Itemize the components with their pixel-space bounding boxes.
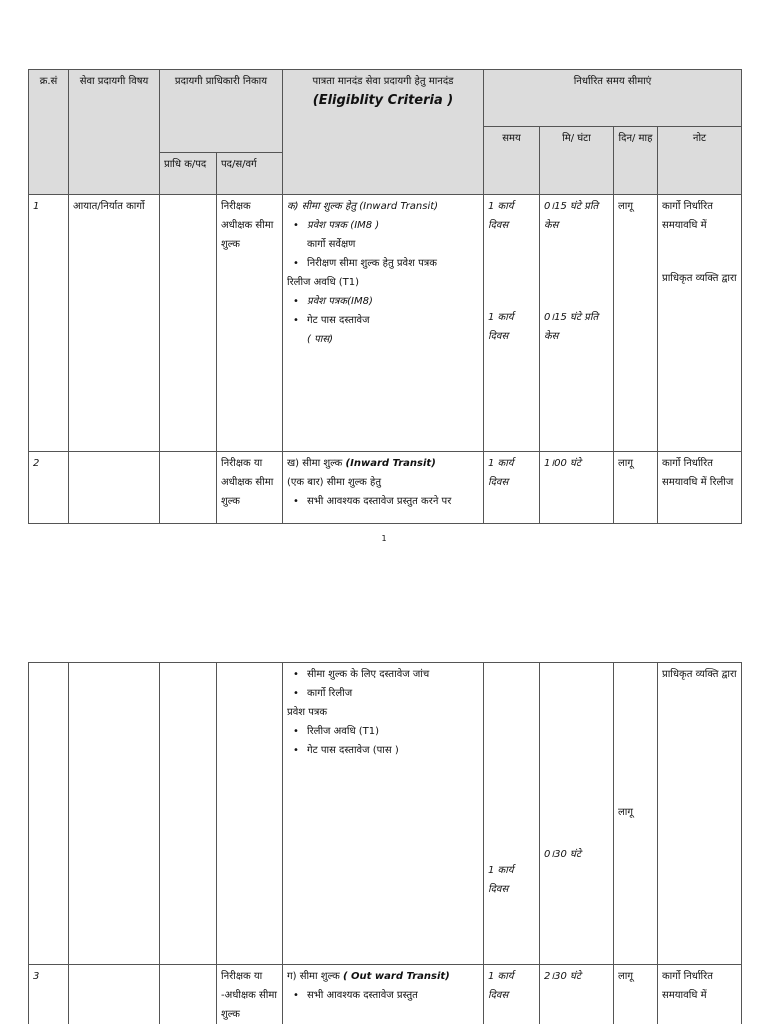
row-time: 1 कार्य दिवस [484,965,540,1024]
criteria-english: (Inward Transit) [345,458,436,469]
row-post: निरीक्षक या अधीक्षक सीमा शुल्क [217,452,283,524]
hours-value: 0।15 घंटे प्रति केस [544,312,599,342]
criteria-line: कार्गो सर्वेक्षण [307,239,356,250]
header-hours: मि/ घंटा [540,127,614,195]
row-days: लागू [614,965,658,1024]
row-post [217,663,283,965]
row-time [484,663,540,965]
criteria-bullet: • प्रवेश पत्रक(IM8) [289,292,479,311]
row-sno: 1 [29,195,69,452]
header-days: दिन/ माह [614,127,658,195]
row-hours: 1।00 घंटे [540,452,614,524]
page-number: 1 [381,534,387,543]
row-time: 1 कार्य दिवस [484,452,540,524]
row-days: लागू [614,452,658,524]
hours-value: 0।30 घंटे [544,849,582,860]
note-text: कार्गो निर्धारित समयावधि में [662,201,713,231]
row-note: कार्गो निर्धारित समयावधि में रिलीज [658,452,742,524]
spacer [618,665,653,803]
row-sno [29,663,69,965]
header-note: नोट [658,127,742,195]
criteria-bullet: • गेट पास दस्तावेज [289,311,479,330]
hours-value: 0।15 घंटे प्रति केस [544,201,599,231]
criteria-bullet: • सभी आवश्यक दस्तावेज प्रस्तुत [289,986,479,1005]
row-authority [160,663,217,965]
header-criteria-english: (Eligiblity Criteria ) [312,93,454,108]
row-hours [540,663,614,965]
time-value: 1 कार्य दिवस [488,865,514,895]
row-sno: 3 [29,965,69,1024]
row-authority [160,965,217,1024]
row-criteria [283,965,484,1024]
row-days: लागू [614,195,658,452]
criteria-bullet: • प्रवेश पत्रक (IM8 ) [289,216,479,235]
row-sno: 2 [29,452,69,524]
header-authority-post: प्राधि क/पद [160,153,217,195]
time-value: 1 कार्य दिवस [488,201,514,231]
days-value: लागू [618,807,633,818]
row-note: कार्गो निर्धारित समयावधि में [658,965,742,1024]
criteria-english: ( Out ward Transit) [343,971,450,982]
header-time: समय [484,127,540,195]
criteria-line: ( पास) [307,334,334,345]
table-row [29,965,742,1024]
criteria-bullet: • निरीक्षण सीमा शुल्क हेतु प्रवेश पत्रक [289,254,479,273]
note-text: प्राधिकृत व्यक्ति द्वारा [662,273,737,284]
criteria-title: ग) सीमा शुल्क [287,971,340,982]
header-service: सेवा प्रदायगी विषय [69,70,160,195]
row-hours: 2।30 घंटे [540,965,614,1024]
spacer [488,665,535,861]
row-service [69,663,160,965]
spacer [544,665,609,845]
row-post: निरीक्षक अधीक्षक सीमा शुल्क [217,195,283,452]
criteria-bullet: • गेट पास दस्तावेज (पास ) [289,741,479,760]
row-note: प्राधिकृत व्यक्ति द्वारा [658,663,742,965]
row-service [69,965,160,1024]
row-service: आयात/निर्यात कार्गो [69,195,160,452]
criteria-bullet: • कार्गो रिलीज [289,684,479,703]
row-criteria [283,663,484,965]
header-authority-grade: पद/स/वर्ग [217,153,283,195]
criteria-line: (एक बार) सीमा शुल्क हेतु [287,477,382,488]
criteria-bullet: • सीमा शुल्क के लिए दस्तावेज जांच [289,665,479,684]
row-days [614,663,658,965]
criteria-bullet: • सभी आवश्यक दस्तावेज प्रस्तुत करने पर [289,492,479,511]
header-authority: प्रदायगी प्राधिकारी निकाय [160,70,283,153]
header-criteria-hindi: पात्रता मानदंड सेवा प्रदायगी हेतु मानदंड [312,76,454,87]
criteria-title: ख) सीमा शुल्क [287,458,343,469]
criteria-line: रिलीज अवधि (T1) [287,277,360,288]
criteria-line: क) सीमा शुल्क हेतु (Inward Transit) [287,201,439,212]
table-row [29,663,742,965]
header-timeline: निर्धारित समय सीमाएं [484,70,742,127]
criteria-line: प्रवेश पत्रक [287,707,328,718]
header-sno: क्र.सं [29,70,69,195]
time-value: 1 कार्य दिवस [488,312,514,342]
row-post: निरीक्षक या -अधीक्षक सीमा शुल्क [217,965,283,1024]
service-standards-table-2 [28,662,742,1024]
criteria-bullet: • रिलीज अवधि (T1) [289,722,479,741]
